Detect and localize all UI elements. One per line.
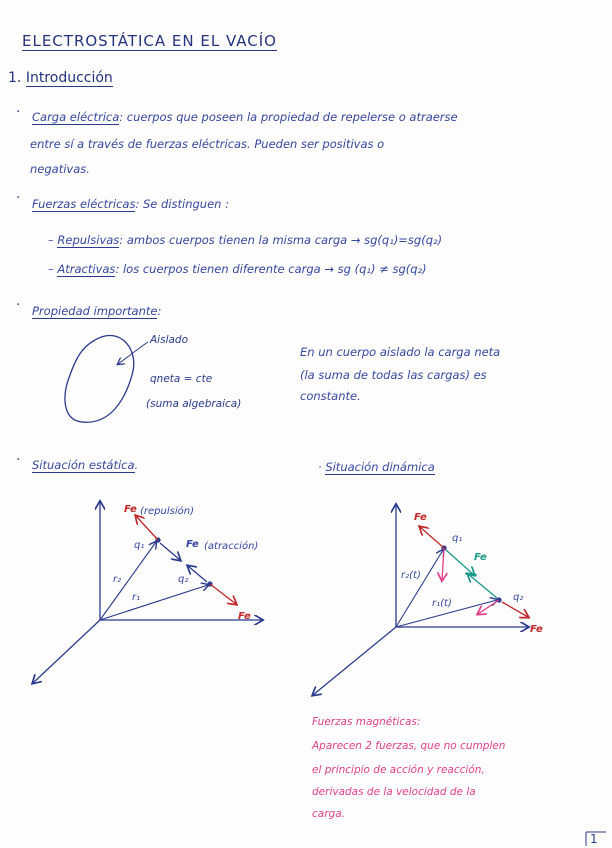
repulsivas-line: – Repulsivas: ambos cuerpos tienen la misma carga → sg(q₁)=sg(q₂): [48, 233, 443, 247]
magneticas-line-3: el principio de acción y reacción,: [312, 764, 485, 776]
bullet-icon: ·: [16, 104, 21, 120]
aislado-label: Aislado: [150, 334, 189, 346]
fuerzas-term: Fuerzas eléctricas: [32, 197, 136, 211]
carga-term: Carga eléctrica: [32, 110, 120, 124]
suma-label: (suma algebraica): [146, 398, 242, 410]
fuerzas-rest: : Se distinguen :: [135, 197, 229, 211]
atractivas-text: : los cuerpos tienen diferente carga → sg (q₁) ≠ sg(q₂): [115, 262, 427, 276]
dyn-q2-label: q₂: [513, 592, 524, 603]
propiedad-term: Propiedad importante: [32, 304, 158, 318]
repulsivas-term: Repulsivas: [57, 233, 120, 247]
dyn-fe-top: Fe: [414, 512, 427, 523]
estatica-term: Situación estática: [32, 458, 135, 472]
section-number: 1.: [8, 70, 22, 86]
atractivas-term: Atractivas: [57, 262, 116, 276]
fe-rep-symbol: Fe: [124, 504, 137, 515]
static-forces: [136, 516, 236, 604]
fe-atr-symbol: Fe: [186, 539, 199, 550]
dyn-r2t-label: r₂(t): [401, 570, 421, 581]
page-title: ELECTROSTÁTICA EN EL VACÍO: [22, 32, 277, 50]
magneticas-line-4: derivadas de la velocidad de la: [312, 786, 476, 798]
dyn-q1-label: q₁: [452, 533, 463, 544]
fe-rep-label: (repulsión): [140, 506, 194, 517]
r2-label: r₂: [113, 574, 122, 585]
bullet-icon: ·: [16, 190, 21, 206]
magneticas-line-1: Fuerzas magnéticas:: [312, 716, 421, 728]
estatica-line: [32, 458, 138, 472]
r1-label: r₁: [132, 592, 141, 603]
bullet-icon: ·: [16, 297, 21, 313]
atractivas-line: – Atractivas: los cuerpos tienen diferente carga → sg (q₁) ≠ sg(q₂): [48, 262, 427, 276]
estatica-rest: .: [134, 458, 139, 472]
fe-atr-label: (atracción): [204, 541, 259, 552]
propiedad-note-2: (la suma de todas las cargas) es: [300, 368, 487, 382]
magneticas-line-5: carga.: [312, 808, 345, 820]
dyn-r1t-label: r₁(t): [432, 598, 452, 609]
q1-label: q₁: [134, 540, 145, 551]
aislado-pointer-arrow: [118, 342, 148, 364]
carga-text-2: entre sí a través de fuerzas eléctricas. Pueden ser positivas o: [30, 137, 385, 151]
dinamica-term: Situación dinámica: [325, 460, 435, 474]
dinamica-line: · Situación dinámica: [318, 460, 435, 474]
q2-label: q₂: [178, 574, 189, 585]
page-number: 1: [590, 832, 598, 846]
dyn-fe-bottom: Fe: [530, 624, 543, 635]
bullet-icon: ·: [16, 452, 21, 468]
isolated-body-shape: [65, 335, 134, 422]
propiedad-rest: :: [157, 304, 162, 318]
propiedad-note-3: constante.: [300, 389, 361, 403]
carga-text-3: negativas.: [30, 162, 90, 176]
section-name: Introducción: [25, 70, 113, 86]
dyn-fe-teal: Fe: [474, 552, 487, 563]
magneticas-line-2: Aparecen 2 fuerzas, que no cumplen: [312, 740, 506, 752]
carga-text-1: : cuerpos que poseen la propiedad de repelerse o atraerse: [119, 110, 458, 124]
propiedad-note-1: En un cuerpo aislado la carga neta: [300, 345, 501, 359]
fe-q2-symbol: Fe: [238, 611, 251, 622]
repulsivas-text: : ambos cuerpos tienen la misma carga → sg(q₁)=sg(q₂): [119, 233, 443, 247]
qneta-label: qneta = cte: [150, 373, 213, 385]
